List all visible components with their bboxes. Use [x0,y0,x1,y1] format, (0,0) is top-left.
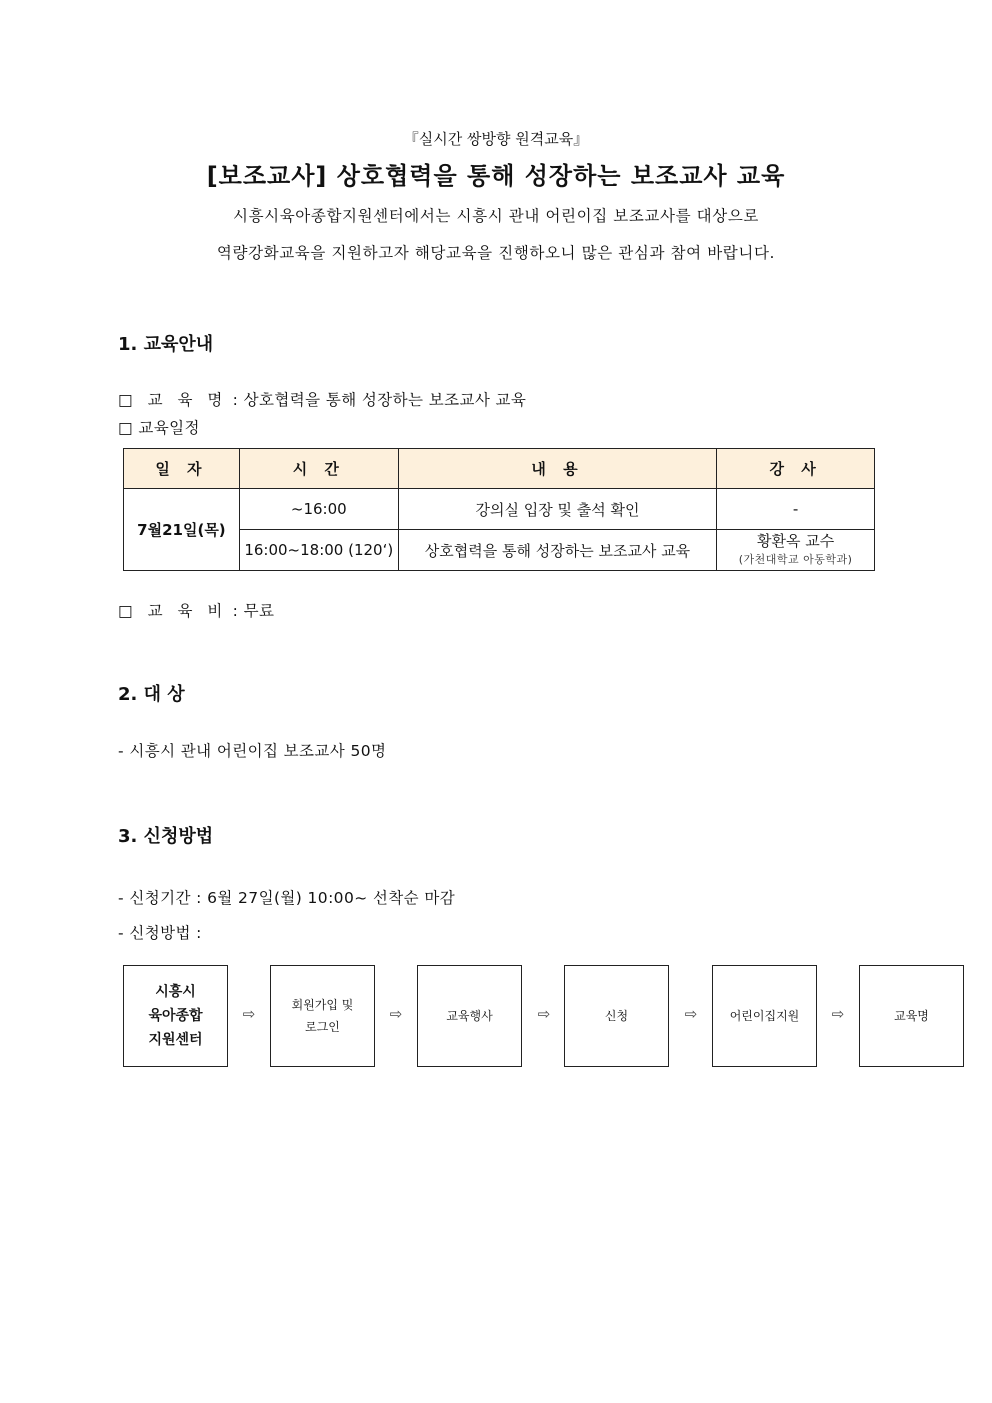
arrow-right-icon: ⇨ [389,1005,403,1023]
arrow-right-icon: ⇨ [537,1005,551,1023]
flow-step-line: 지원센터 [148,1032,203,1048]
application-method-label: - 신청방법 : [118,924,202,942]
instructor-cell: - [717,489,875,530]
arrow-right-icon: ⇨ [831,1005,845,1023]
intro-line-2: 역량강화교육을 지원하고자 해당교육을 진행하오니 많은 관심과 참여 바랍니다. [216,244,776,262]
target-line: - 시흥시 관내 어린이집 보조교사 50명 [118,742,387,760]
section-1-heading: 1. 교육안내 [118,334,214,355]
flow-step-line: 회원가입 및 [291,998,354,1012]
flow-step-line: 로그인 [305,1020,340,1034]
arrow-right-icon: ⇨ [684,1005,698,1023]
arrow-right-icon: ⇨ [242,1005,256,1023]
intro-line-1: 시흥시육아종합지원센터에서는 시흥시 관내 어린이집 보조교사를 대상으로 [233,207,759,225]
document-subtitle: 『실시간 쌍방향 원격교육』 [403,130,589,148]
flow-step-line: 시흥시 [155,984,196,1000]
edu-name-label: □ 교 육 명 [118,391,228,409]
flow-step-events [417,965,522,1067]
instructor-cell [717,530,875,571]
edu-name-value: : 상호협력을 통해 성장하는 보조교사 교육 [227,391,527,409]
header-content: 내 용 [398,449,716,489]
content-cell: 강의실 입장 및 출석 확인 [398,489,716,530]
flow-step-course-name [859,965,964,1067]
header-time: 시 간 [239,449,398,489]
time-cell: ~16:00 [239,489,398,530]
time-cell: 16:00~18:00 (120‘) [239,530,398,571]
fee-line [118,599,274,621]
document-title: [보조교사] 상호협력을 통해 성장하는 보조교사 교육 [206,162,786,190]
edu-name-line [118,388,526,410]
fee-label: □ 교 육 비 [118,602,228,620]
fee-value: : 무료 [227,602,275,620]
flow-step-apply [564,965,669,1067]
header-date: 일 자 [124,449,240,489]
schedule-table [123,448,875,571]
content-cell: 상호협력을 통해 성장하는 보조교사 교육 [398,530,716,571]
instructor-name: 황환옥 교수 [757,531,835,550]
application-period: - 신청기간 : 6월 27일(월) 10:00~ 선착순 마감 [118,889,456,907]
table-header-row [124,449,875,489]
flow-step-signup [270,965,375,1067]
flow-step-line: 교육행사 [446,1009,493,1023]
schedule-label: □ 교육일정 [118,419,200,437]
flow-step-line: 교육명 [894,1009,929,1023]
section-3-heading: 3. 신청방법 [118,826,214,847]
section-2-heading: 2. 대 상 [118,684,185,705]
flow-step-line: 어린이집지원 [729,1009,800,1023]
table-row [124,489,875,530]
flow-step-line: 신청 [604,1009,629,1023]
instructor-affiliation: (가천대학교 아동학과) [738,552,853,566]
header-instructor: 강 사 [717,449,875,489]
date-cell: 7월21일(목) [124,489,240,571]
flow-step-daycare-support [712,965,817,1067]
flow-step-center [123,965,228,1067]
flow-step-line: 육아종합 [148,1008,203,1024]
